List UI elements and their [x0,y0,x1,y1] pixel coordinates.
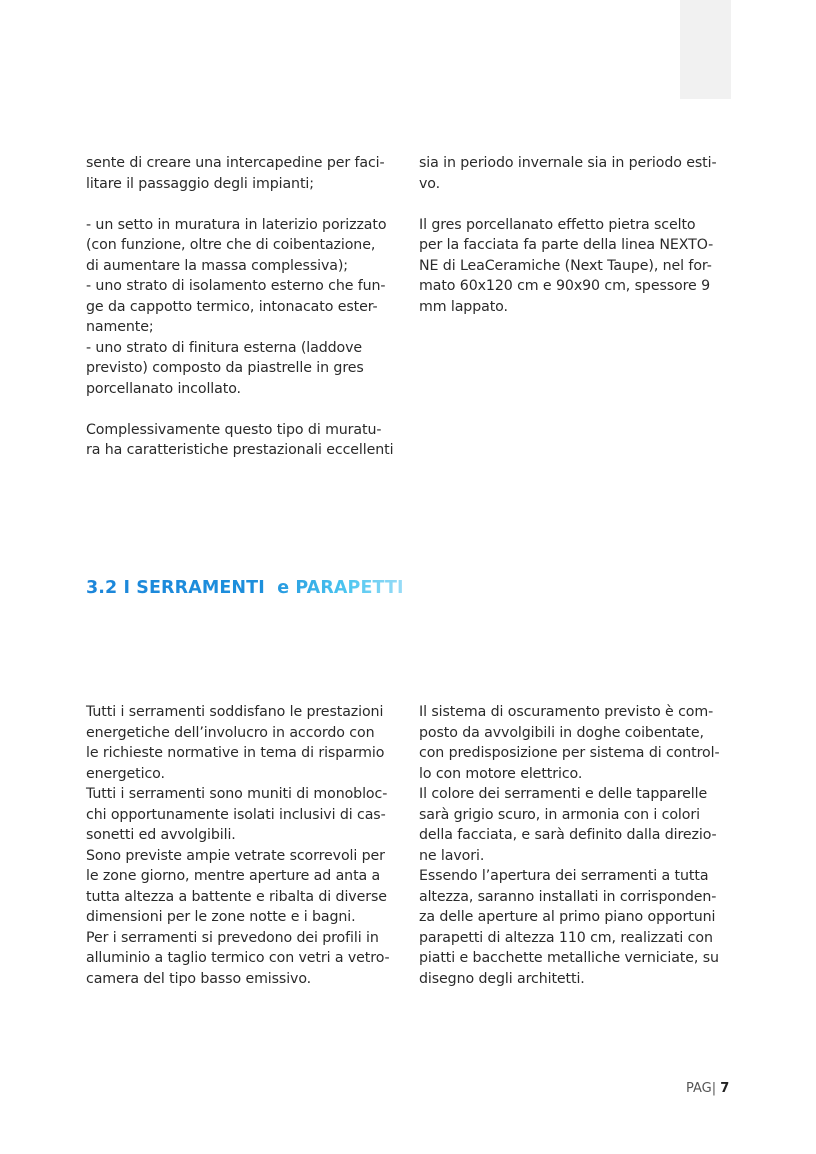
text-line: piatti e bacchette metalliche verniciate, su [419,950,719,966]
text-line: porcellanato incollato. [86,380,241,397]
text-line: parapetti di altezza 110 cm, realizzati con [419,929,713,946]
text-line: NE di LeaCeramiche (Next Taupe), nel for- [419,257,712,274]
text-line: Il colore dei serramenti e delle tapparelle [419,786,708,802]
text-line: Il gres porcellanato effetto pietra scelto [419,216,696,233]
page-number [686,1081,729,1096]
text-line: za delle aperture al primo piano opportuni [419,909,716,925]
text-line: Essendo l’apertura dei serramenti a tutta [419,868,709,884]
text-line: - uno strato di isolamento esterno che fun- [86,278,386,294]
text-line: mm lappato. [419,298,508,315]
text-line: tutta altezza a battente e ribalta di diverse [86,888,387,905]
top-right-column [419,153,730,317]
text-line: Sono previste ampie vetrate scorrevoli per [86,847,385,864]
text-line: alluminio a taglio termico con vetri a vetro- [86,950,390,966]
text-line: disegno degli architetti. [419,970,585,987]
text-line: Tutti i serramenti sono muniti di monobloc- [86,786,388,802]
text-line: lo con motore elettrico. [419,765,583,782]
text-line: le richieste normative in tema di risparmio [86,745,385,761]
text-line: Per i serramenti si prevedono dei profili in [86,929,379,946]
text-line: energetiche dell’involucro in accordo con [86,724,375,741]
text-line: sia in periodo invernale sia in periodo esti- [419,155,717,171]
page-number-value: 7 [720,1081,730,1096]
text-line: chi opportunamente isolati inclusivi di cas- [86,806,386,823]
text-line: Il sistema di oscuramento previsto è com- [419,704,714,720]
text-line: sente di creare una intercapedine per faci- [86,155,385,171]
text-line: della facciata, e sarà definito dalla direzio- [419,827,717,843]
text-line: ra ha caratteristiche prestazionali eccellenti [86,442,394,458]
text-line: mato 60x120 cm e 90x90 cm, spessore 9 [419,278,711,294]
paragraph-gap [419,194,730,215]
text-line: - un setto in muratura in laterizio porizzato [86,216,387,233]
paragraph-gap [86,194,397,215]
text-line: vo. [419,175,441,192]
text-line: Complessivamente questo tipo di muratu- [86,421,382,438]
section-heading: 3.2 I SERRAMENTI e PARAPETTI [86,578,404,598]
text-line: altezza, saranno installati in corrisponden- [419,888,717,905]
bottom-left-column [86,702,397,989]
text-line: ne lavori. [419,847,485,864]
text-line: camera del tipo basso emissivo. [86,970,312,987]
text-line: con predisposizione per sistema di control- [419,745,720,761]
corner-tab-decoration [680,0,731,99]
text-line: namente; [86,319,154,335]
paragraph-gap [86,399,397,420]
text-line: energetico. [86,765,165,782]
text-line: posto da avvolgibili in doghe coibentate, [419,724,704,741]
bottom-right-column [419,702,730,989]
text-line: litare il passaggio degli impianti; [86,175,314,192]
page-label: PAG| [686,1081,717,1096]
text-line: di aumentare la massa complessiva); [86,257,348,274]
text-line: ge da cappotto termico, intonacato ester- [86,298,378,315]
text-line: per la facciata fa parte della linea NEXTO- [419,237,714,253]
text-line: dimensioni per le zone notte e i bagni. [86,909,356,925]
text-line: (con funzione, oltre che di coibentazione, [86,237,376,253]
text-line: Tutti i serramenti soddisfano le prestazioni [86,704,384,720]
text-line: sarà grigio scuro, in armonia con i colori [419,806,700,823]
text-line: sonetti ed avvolgibili. [86,827,236,843]
text-line: - uno strato di finitura esterna (laddove [86,339,363,356]
top-left-column [86,153,397,461]
text-line: le zone giorno, mentre aperture ad anta a [86,868,381,884]
text-line: previsto) composto da piastrelle in gres [86,360,364,376]
